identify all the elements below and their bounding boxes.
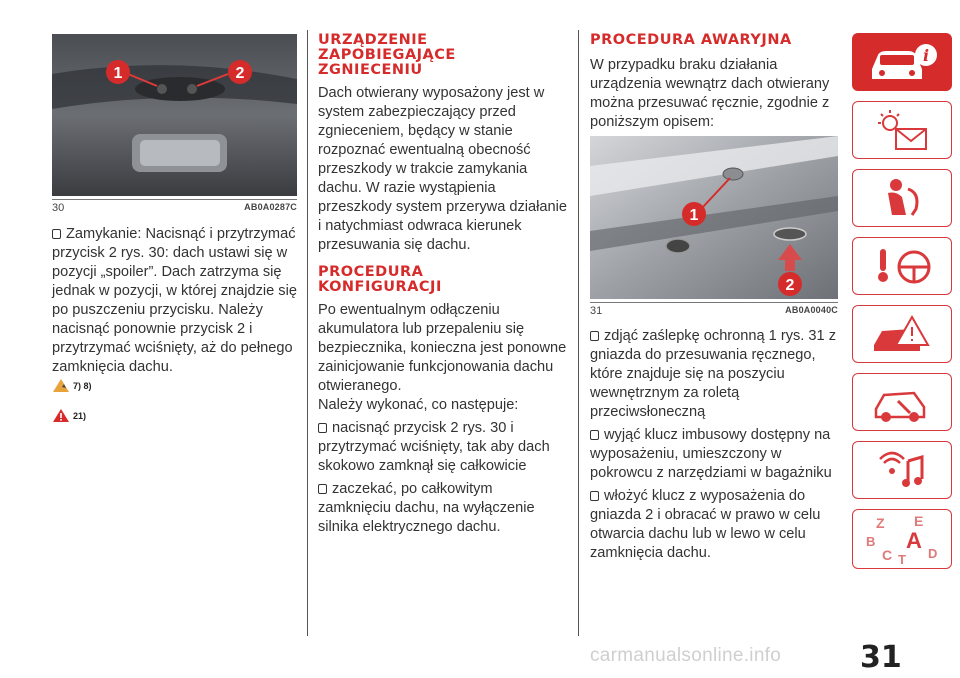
- svg-text:B: B: [866, 534, 876, 549]
- alphabetical-index-icon: [856, 512, 948, 566]
- figure-31-callout-2: 2: [785, 277, 795, 294]
- checkbox-bullet-icon: [590, 430, 599, 440]
- configuration-paragraph: Po ewentualnym odłączeniu akumulatora lub przepaleniu się bezpiecznika, konieczna jest ponowne zainicjowanie funkcjonowania dachu otwieranego.: [318, 302, 567, 394]
- figure-number: 30: [52, 202, 65, 214]
- warning-reference-1: 7) 8): [52, 378, 92, 393]
- checkbox-bullet-icon: [590, 331, 599, 341]
- checkbox-bullet-icon: [590, 491, 599, 501]
- column-2-text: [318, 33, 568, 537]
- configuration-step: nacisnąć przycisk 2 rys. 30 i przytrzymać wciśnięty, tak aby dach skokowo zamknął się całkowicie: [318, 420, 550, 474]
- figure-30-callout-2: 2: [235, 65, 245, 82]
- figure-number: 31: [590, 305, 603, 317]
- watermark: carmanualsonline.info: [590, 645, 782, 666]
- configuration-heading: PROCEDURA KONFIGURACJI: [318, 264, 442, 295]
- steering-wheel-icon: [862, 243, 942, 289]
- multimedia-icon: [862, 447, 942, 493]
- configuration-step: zaczekać, po całkowitym zamknięciu dachu, na wyłączenie silnika elektrycznego dachu.: [318, 481, 535, 535]
- column-1-text: [52, 225, 297, 377]
- tab-driving[interactable]: [852, 237, 952, 295]
- svg-text:Z: Z: [876, 515, 885, 531]
- emergency-step: wyjąć klucz imbusowy dostępny na wyposażeniu, umieszczony w pokrowcu z narzędziami w bagażniku: [590, 427, 832, 481]
- emergency-step: włożyć klucz z wyposażenia do gniazda 2 i obracać w prawo w celu otwarcia dachu lub w lewo w celu zamknięcia dachu.: [590, 488, 821, 561]
- emergency-step: zdjąć zaślepkę ochronną 1 rys. 31 z gniazda do przesuwania ręcznego, które znajduje się na poszyciu wewnętrznym za roletą przeciwsłoneczną: [590, 328, 837, 420]
- svg-text:T: T: [898, 552, 906, 566]
- tab-maintenance[interactable]: [852, 373, 952, 431]
- danger-triangle-icon: [52, 408, 70, 423]
- figure-code: AB0A0040C: [785, 305, 838, 315]
- figure-31-caption: [590, 302, 838, 317]
- emergency-heading: PROCEDURA AWARYJNA: [590, 32, 792, 48]
- figure-30-callout-1: 1: [113, 65, 123, 82]
- emergency-intro: W przypadku braku działania urządzenia wewnątrz dach otwierany można przesuwać ręcznie, zgodnie z poniższym opisem:: [590, 57, 830, 130]
- anti-crush-paragraph: Dach otwierany wyposażony jest w system zabezpieczający przed zgnieceniem, będący w stanie rozpoznać ewentualną obecność przeszkody w trakcie zamykania dachu. W razie wystąpienia przeszkody system przerywa działanie i natychmiast odwraca kierunek przesuwania się dachu.: [318, 85, 567, 253]
- column-3-text: [590, 33, 840, 132]
- svg-text:i: i: [922, 46, 930, 65]
- procedure-intro: Należy wykonać, co następuje:: [318, 397, 519, 413]
- tab-index[interactable]: [852, 509, 952, 569]
- car-info-icon: [862, 39, 942, 85]
- anti-crush-heading: URZĄDZENIE ZAPOBIEGAJĄCE ZGNIECENIU: [318, 32, 456, 78]
- figure-30-caption: [52, 199, 297, 214]
- warning-reference-2: 21): [52, 408, 86, 423]
- figure-code: AB0A0287C: [244, 202, 297, 212]
- breakdown-icon: [862, 311, 942, 357]
- airbag-seat-icon: [862, 175, 942, 221]
- figure-31-callout-1: 1: [689, 207, 699, 224]
- caution-triangle-icon: [52, 378, 70, 393]
- column-divider: [307, 30, 308, 636]
- tab-car-info[interactable]: [852, 33, 952, 91]
- tab-warning-lights[interactable]: [852, 101, 952, 159]
- closing-paragraph: Zamykanie: Nacisnąć i przytrzymać przycisk 2 rys. 30: dach ustawi się w pozycji „spoiler”. Dach zatrzyma się jednak w pozycji, w której znajdzie się po puszczeniu przycisku. Należy nacisnąć ponownie przycisk 2 i przytrzymać wciśnięty, aż do pełnego zamknięcia dachu.: [52, 226, 297, 375]
- figure-30-image: [52, 34, 297, 196]
- tab-multimedia[interactable]: [852, 441, 952, 499]
- figure-31-image: [590, 136, 838, 299]
- maintenance-icon: [862, 379, 942, 425]
- tab-safety[interactable]: [852, 169, 952, 227]
- checkbox-bullet-icon: [318, 423, 327, 433]
- svg-text:E: E: [914, 513, 924, 529]
- column-3-steps: [590, 327, 840, 563]
- svg-text:C: C: [882, 547, 893, 563]
- svg-text:A: A: [906, 528, 922, 553]
- svg-text:D: D: [928, 546, 938, 561]
- tab-breakdown[interactable]: [852, 305, 952, 363]
- column-divider: [578, 30, 579, 636]
- page-number: 31: [860, 640, 902, 675]
- warning-lights-icon: [862, 107, 942, 153]
- checkbox-bullet-icon: [318, 484, 327, 494]
- checkbox-bullet-icon: [52, 229, 61, 239]
